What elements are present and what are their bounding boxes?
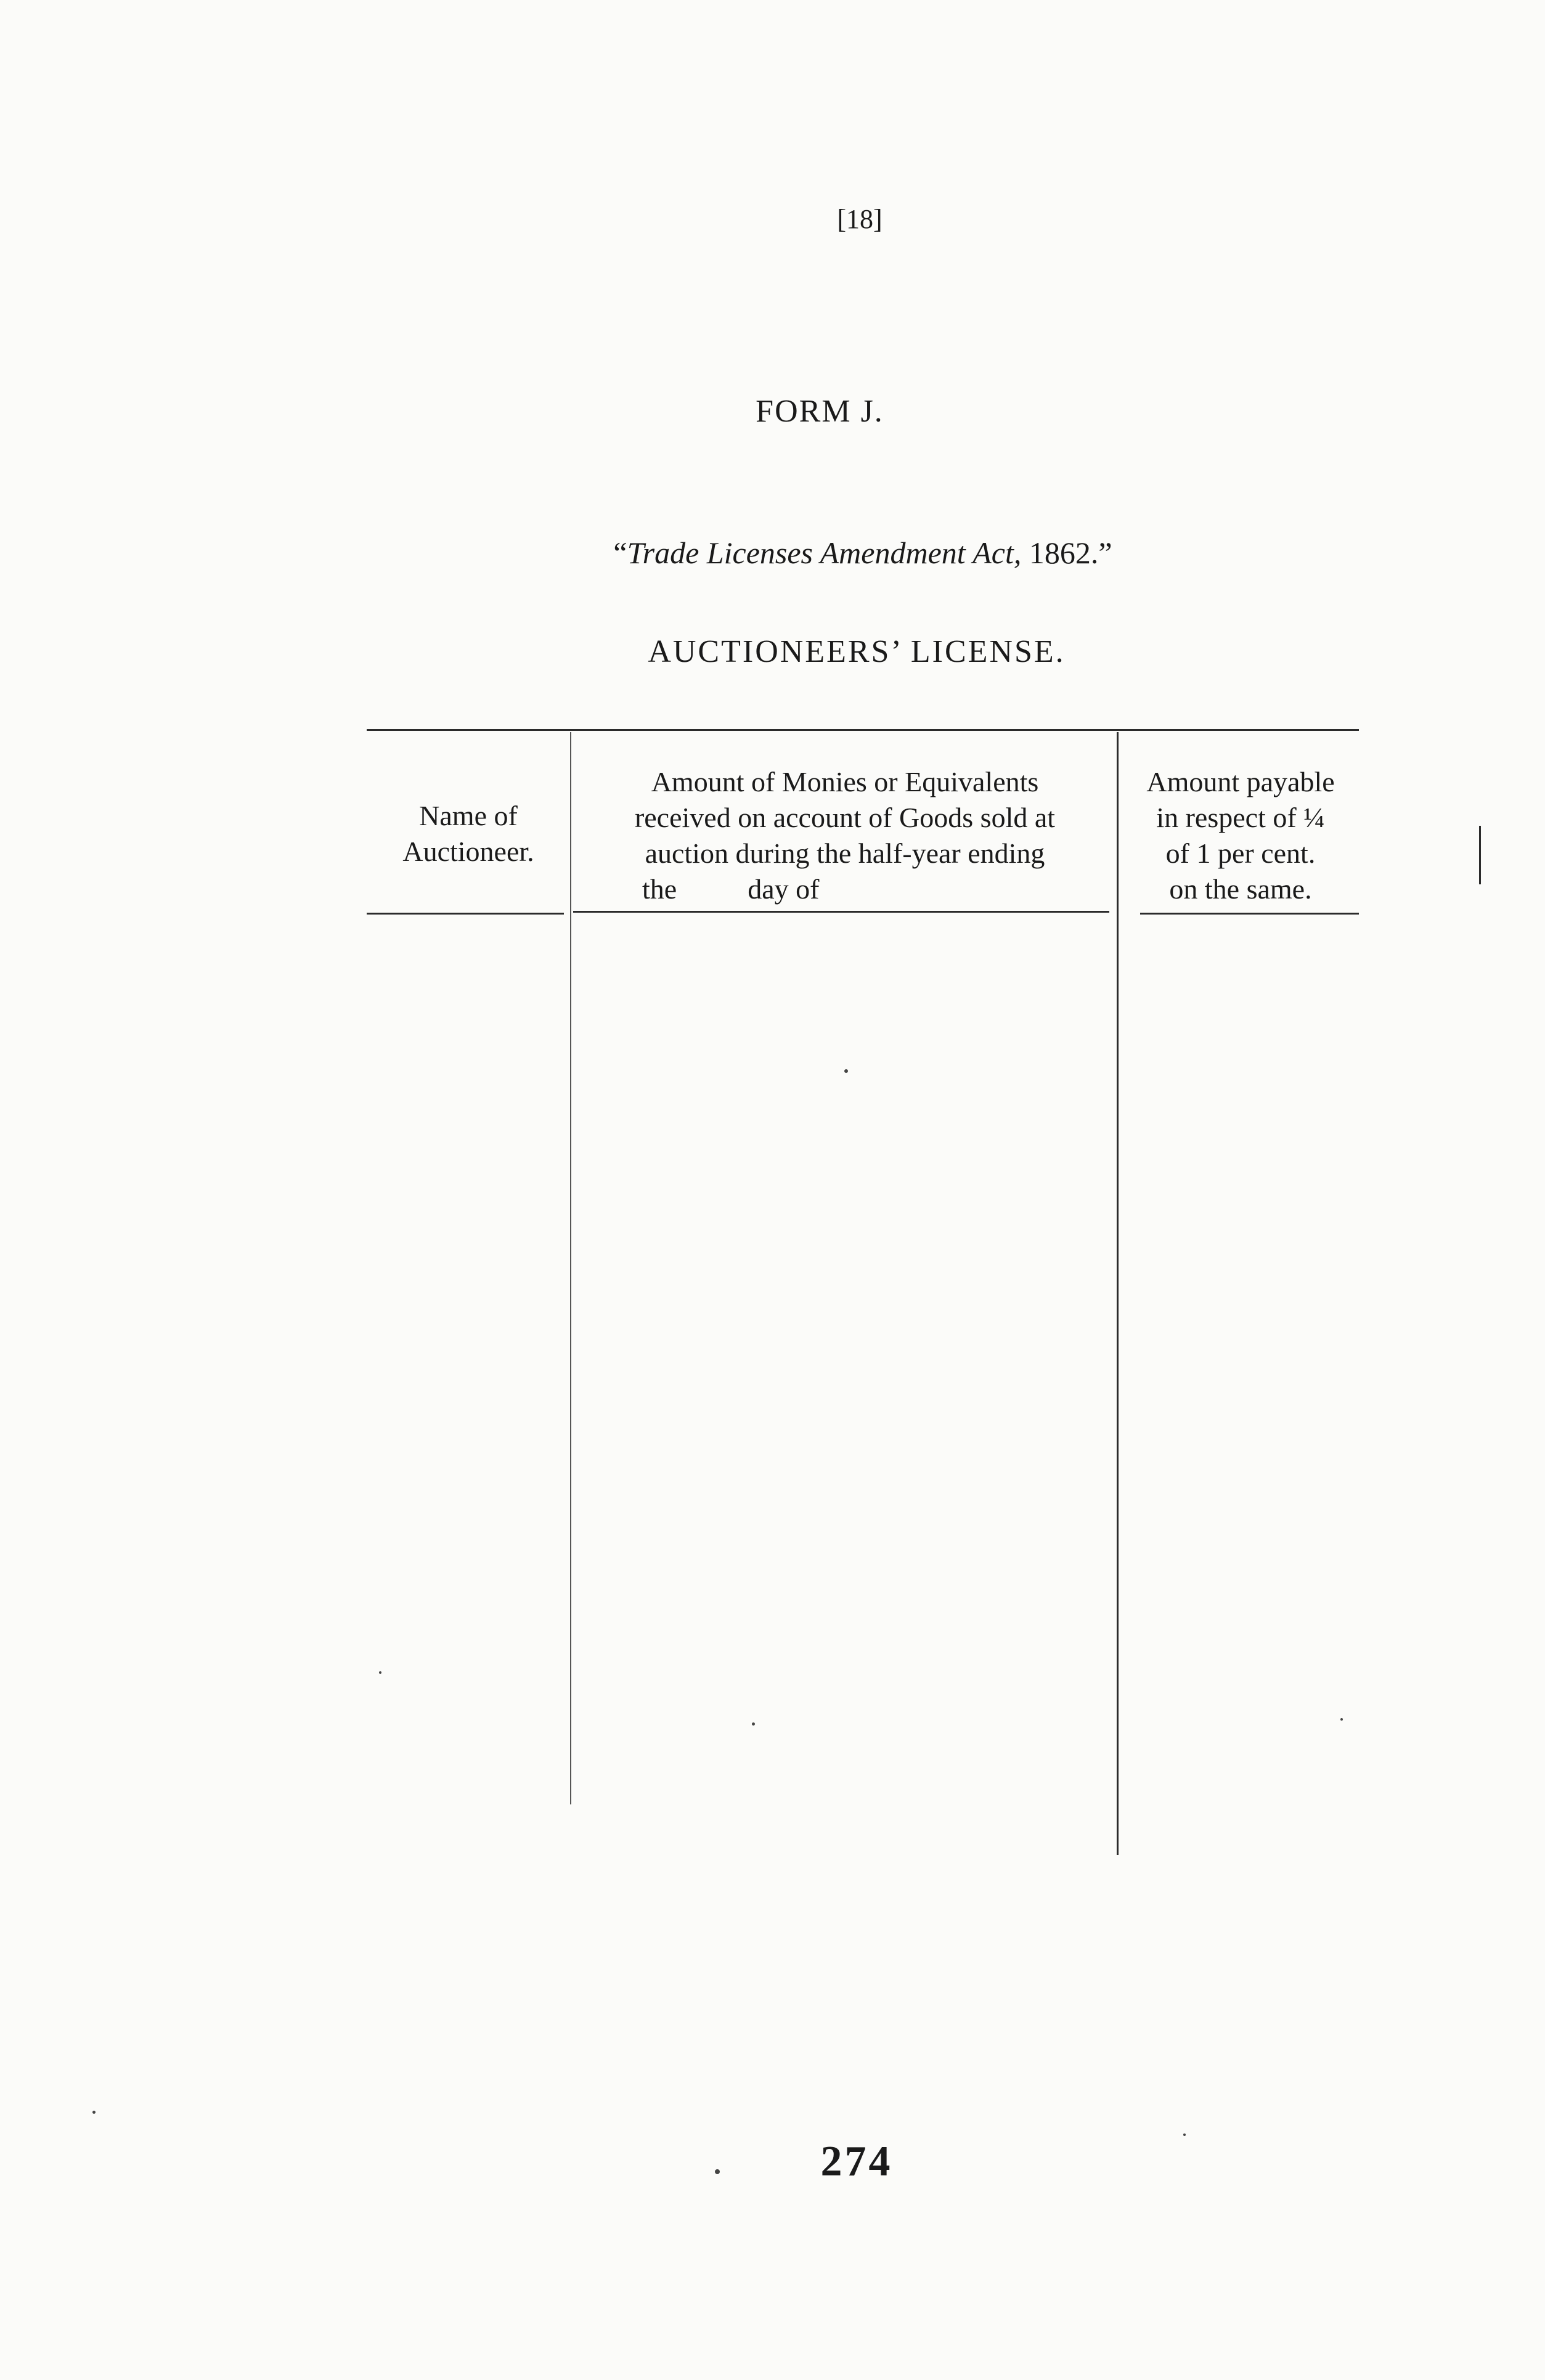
header-line: Amount payable <box>1146 766 1335 797</box>
scan-speck <box>379 1671 381 1674</box>
header-auctioneer-name <box>370 798 567 870</box>
page-number: [18] <box>837 204 883 234</box>
header-bottom-rule-col3 <box>1140 913 1359 915</box>
act-name: Trade Licenses Amendment Act, <box>627 536 1022 570</box>
header-line: auction during the half-year ending <box>645 837 1045 869</box>
margin-mark <box>1479 826 1481 884</box>
act-open-quote: “ <box>613 536 627 570</box>
scan-speck <box>92 2111 96 2114</box>
folio-number: 274 <box>820 2138 893 2185</box>
header-line: Name of <box>419 800 518 831</box>
column-divider-2 <box>1117 732 1119 1855</box>
header-line: the day of <box>642 873 820 905</box>
header-amount-received <box>574 764 1115 907</box>
form-title: FORM J. <box>756 394 884 429</box>
header-line: Amount of Monies or Equivalents <box>651 766 1039 797</box>
act-title <box>524 535 1202 571</box>
scan-speck <box>1340 1718 1343 1721</box>
scan-speck <box>752 1722 755 1726</box>
scan-speck <box>715 2169 720 2174</box>
table-top-rule <box>367 729 1359 731</box>
header-amount-payable <box>1120 764 1361 907</box>
header-bottom-rule-col1 <box>367 913 564 915</box>
header-line: in respect of ¼ <box>1156 802 1325 833</box>
scan-speck <box>1183 2133 1186 2136</box>
header-line: received on account of Goods sold at <box>634 802 1056 833</box>
header-line: Auctioneer. <box>402 836 534 867</box>
header-bottom-rule-col2 <box>573 911 1109 913</box>
scan-speck <box>844 1069 848 1073</box>
header-line: on the same. <box>1169 873 1312 905</box>
header-line: of 1 per cent. <box>1165 837 1316 869</box>
license-title: AUCTIONEERS’ LICENSE. <box>648 634 1066 669</box>
column-divider-1 <box>570 732 571 1804</box>
act-year: 1862.” <box>1021 536 1112 570</box>
